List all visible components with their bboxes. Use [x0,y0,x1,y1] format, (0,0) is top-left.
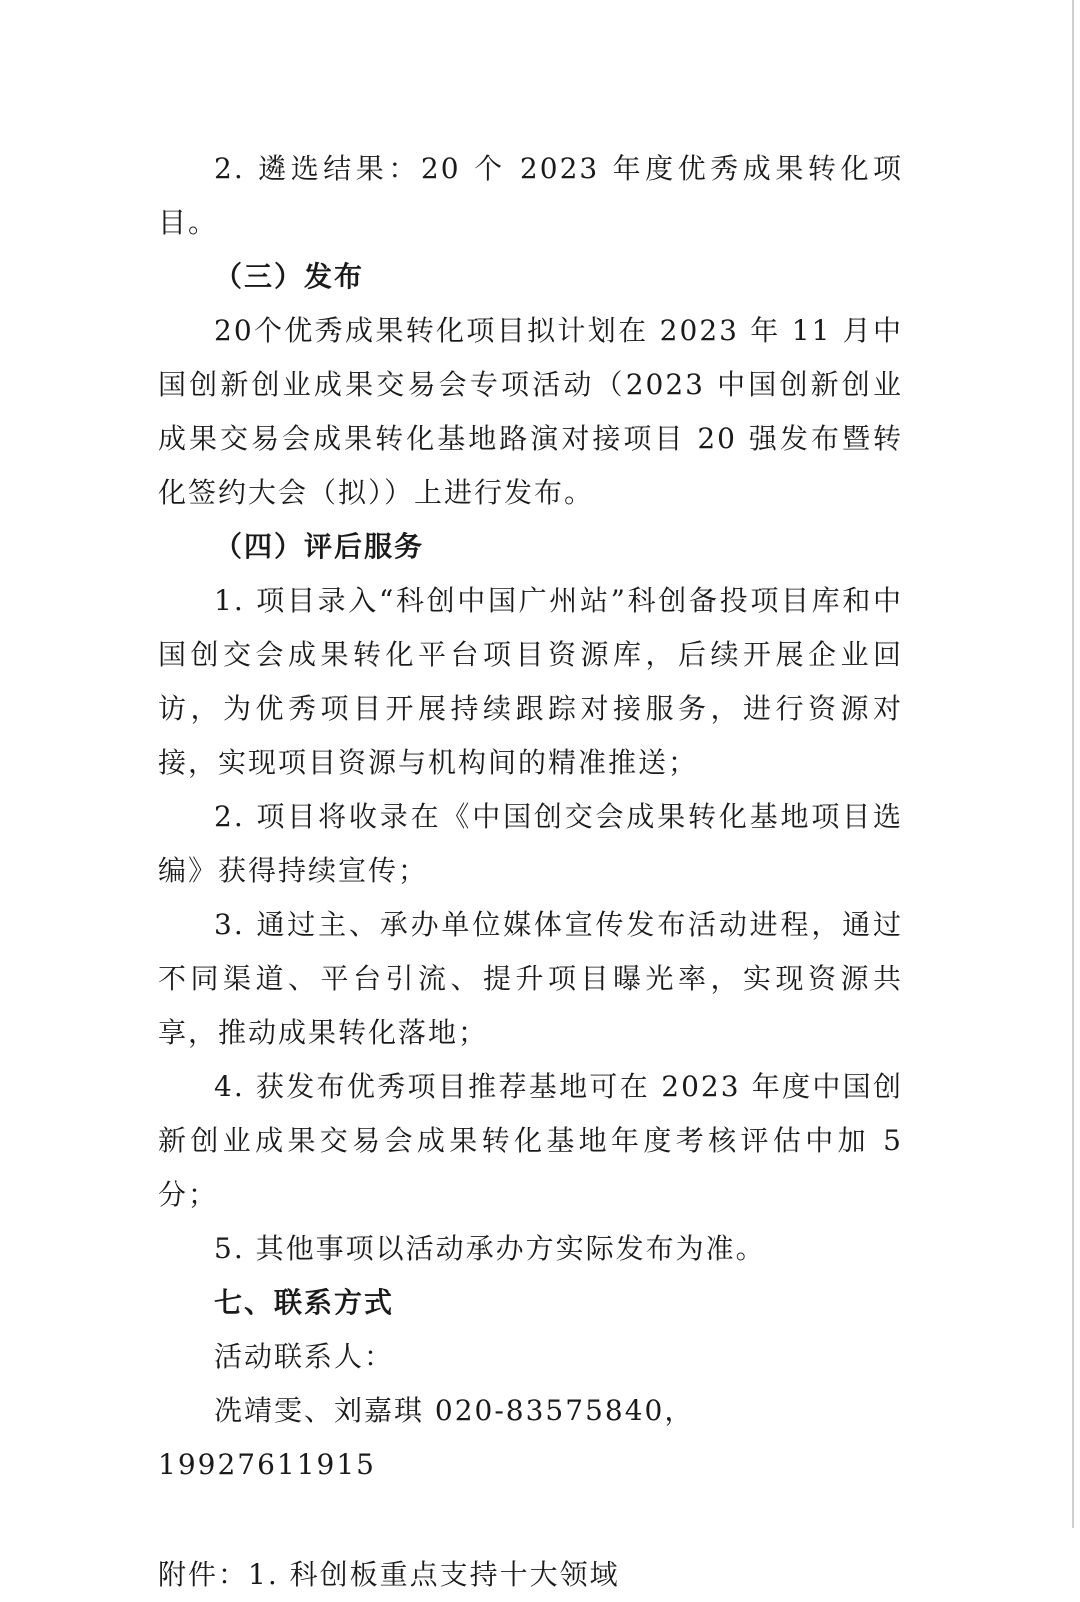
section-publish-body: 20个优秀成果转化项目拟计划在 2023 年 11 月中国创新创业成果交易会专项活动（2023 中国创新创业成果交易会成果转化基地路演对接项目 20 强发布暨转化签约大会（拟））上进行发布。 [158,314,903,509]
service-item-1: 1. 项目录入“科创中国广州站”科创备投项目库和中国创交会成果转化平台项目资源库，后续开展企业回访，为优秀项目开展持续跟踪对接服务，进行资源对接，实现项目资源与机构间的精准推送； [158,584,903,779]
attachment-line: 附件：1. 科创板重点支持十大领域 [158,1558,620,1591]
service-item-4: 4. 获发布优秀项目推荐基地可在 2023 年度中国创新创业成果交易会成果转化基地年度考核评估中加 5 分； [158,1070,903,1211]
selection-result-item: 2. 遴选结果：20 个 2023 年度优秀成果转化项目。 [158,152,903,239]
document-body [158,142,903,1602]
service-item-3: 3. 通过主、承办单位媒体宣传发布活动进程，通过不同渠道、平台引流、提升项目曝光率，实现资源共享，推动成果转化落地； [158,908,903,1049]
section-post-review-heading: （四）评后服务 [214,530,425,563]
scan-edge-line [1072,0,1074,1528]
section-contact-heading: 七、联系方式 [214,1286,395,1319]
section-publish-heading: （三）发布 [214,260,365,293]
contact-label: 活动联系人： [214,1340,395,1373]
contact-people: 冼靖雯、刘嘉琪 020-83575840，19927611915 [158,1394,695,1481]
service-item-2: 2. 项目将收录在《中国创交会成果转化基地项目选编》获得持续宣传； [158,800,903,887]
service-item-5: 5. 其他事项以活动承办方实际发布为准。 [214,1232,766,1265]
